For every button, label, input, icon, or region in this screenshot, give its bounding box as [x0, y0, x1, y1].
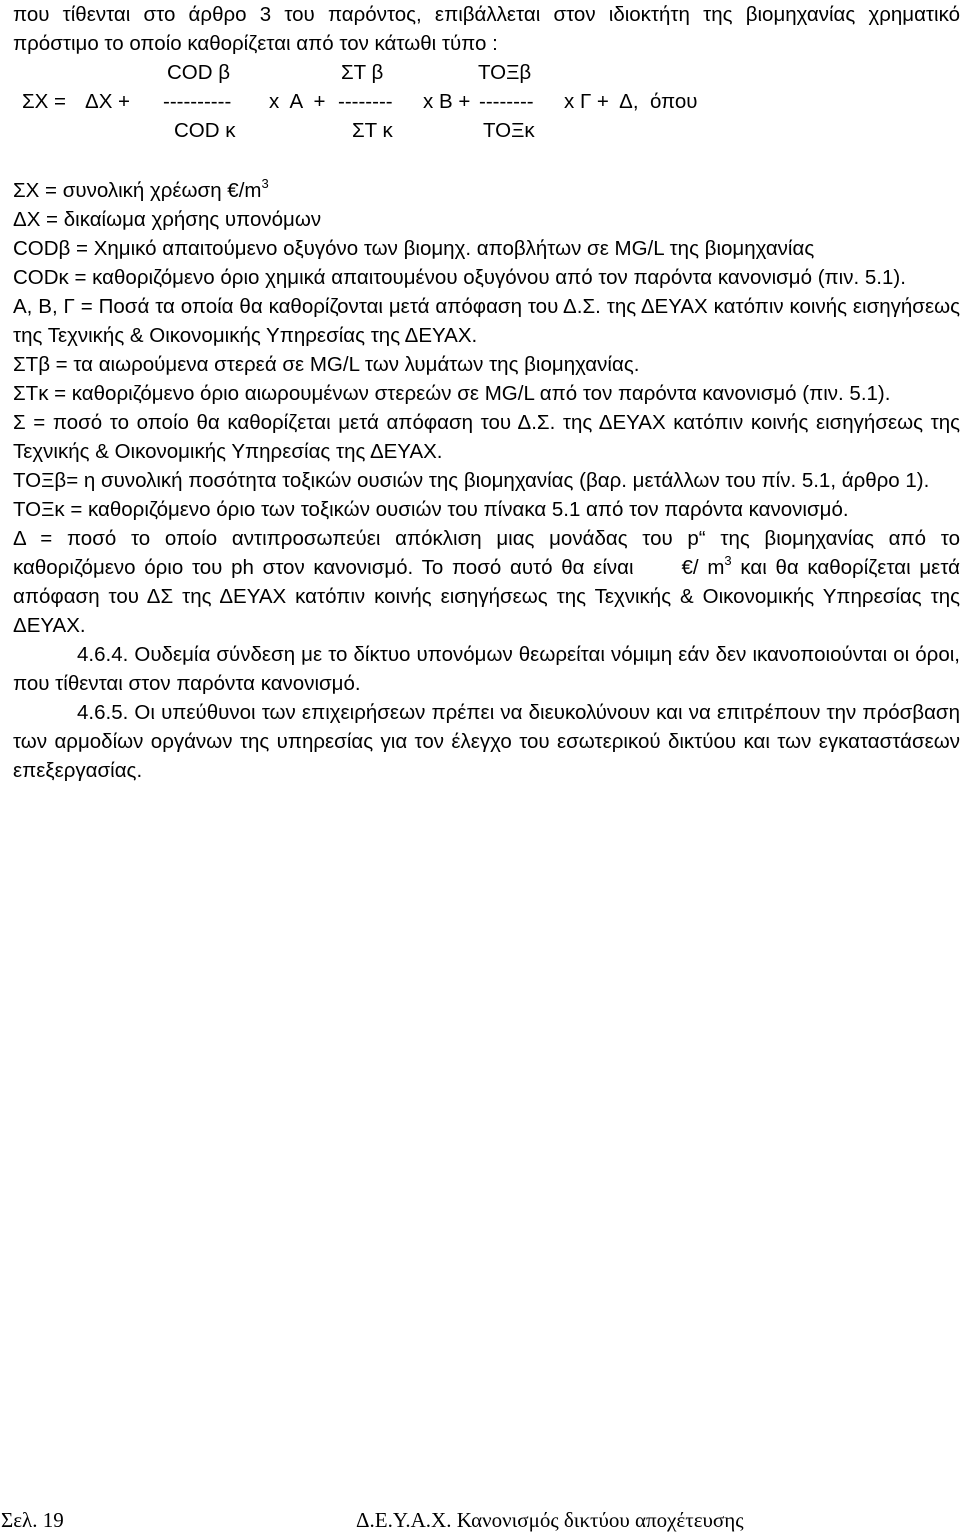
page-number: Σελ. 19: [1, 1508, 64, 1532]
formula-bar-3: --------: [479, 90, 534, 113]
formula-bar-1: ----------: [163, 90, 232, 113]
definition-codb: CODβ = Χημικό απαιτούμενο οξυγόνο των βιομηχ. αποβλήτων σε MG/L της βιομηχανίας: [13, 237, 815, 260]
definition-dx: ΔΧ = δικαίωμα χρήσης υπονόμων: [13, 208, 322, 231]
formula-denominator-tox: ΤΟΞκ: [483, 119, 535, 142]
formula-bar-2: --------: [338, 90, 393, 113]
formula-x-a: x A +: [269, 90, 326, 113]
definition-sigma: Σ = ποσό το οποίο θα καθορίζεται μετά απόφαση του Δ.Σ. της ΔΕΥΑΧ κατόπιν κοινής εισηγήσεως της Τεχνικής & Οικονομικής Υπηρεσίας της ΔΕΥΑΧ.: [13, 411, 960, 463]
formula-numerator-cod: COD β: [167, 61, 231, 84]
formula-denominator-cod: COD κ: [174, 119, 236, 142]
definition-stk: ΣΤκ = καθοριζόμενο όριο αιωρουμένων στερεών σε MG/L από τον παρόντα κανονισμό (πιν. 5.1).: [13, 382, 891, 405]
paragraph-4-6-5: 4.6.5. Οι υπεύθυνοι των επιχειρήσεων πρέπει να διευκολύνουν και να επιτρέπουν την πρόσβαση των αρμοδίων οργάνων της υπηρεσίας για τον έλεγχο του εσωτερικού δικτύου και των εγκαταστάσεων επεξεργασίας.: [13, 701, 960, 782]
definition-toxk: ΤΟΞκ = καθοριζόμενο όριο των τοξικών ουσιών του πίνακα 5.1 από τον παρόντα κανονισμό.: [13, 498, 849, 521]
definition-delta: Δ = ποσό το οποίο αντιπροσωπεύει απόκλιση μιας μονάδας του p“ της βιομηχανίας από το καθοριζόμενο όριο του ph στον κανονισμό. Το ποσό αυτό θα είναι €/ $m^3$ και θα καθορίζεται μετά απόφαση του ΔΣ της ΔΕΥΑΧ κατόπιν κοινής εισηγήσεως της Τεχνικής & Οικονομικής Υπηρεσίας της ΔΕΥΑΧ.: [13, 527, 960, 637]
fee-formula: [13, 58, 960, 176]
formula-denominator-st: ΣΤ κ: [352, 119, 393, 142]
definition-stb: ΣΤβ = τα αιωρούμενα στερεά σε MG/L των λυμάτων της βιομηχανίας.: [13, 353, 640, 376]
formula-numerator-tox: ΤΟΞβ: [478, 61, 532, 84]
formula-numerator-st: ΣΤ β: [341, 61, 384, 84]
formula-x-g: x Γ + Δ, όπου: [564, 90, 698, 113]
document-title: Δ.Ε.Υ.Α.Χ. Κανονισμός δικτύου αποχέτευσης: [356, 1508, 744, 1532]
intro-paragraph: που τίθενται στο άρθρο 3 του παρόντος, επιβάλλεται στον ιδιοκτήτη της βιομηχανίας χρηματικό πρόστιμο το οποίο καθορίζεται από τον κάτωθι τύπο :: [13, 3, 960, 55]
paragraph-4-6-4: 4.6.4. Ουδεμία σύνδεση με το δίκτυο υπονόμων θεωρείται νόμιμη εάν δεν ικανοποιούνται οι όροι, που τίθενται στον παρόντα κανονισμό.: [13, 643, 960, 695]
formula-lhs: ΣΧ =: [22, 90, 67, 113]
definition-toxb: ΤΟΞβ= η συνολική ποσότητα τοξικών ουσιών της βιομηχανίας (βαρ. μετάλλων του πίν. 5.1, άρθρο 1).: [13, 469, 930, 492]
definition-codk: CODκ = καθοριζόμενο όριο χημικά απαιτουμένου οξυγόνου από τον παρόντα κανονισμό (πιν. 5.1).: [13, 266, 906, 289]
document-page: [13, 0, 960, 785]
formula-x-b: x Β +: [423, 90, 471, 113]
definition-sx: ΣΧ = συνολική χρέωση $€/m^3$: [13, 176, 269, 202]
definition-abg: Α, Β, Γ = Ποσά τα οποία θα καθορίζονται μετά απόφαση του Δ.Σ. της ΔΕΥΑΧ κατόπιν κοινής εισηγήσεως της Τεχνικής & Οικονομικής Υπηρεσίας της ΔΕΥΑΧ.: [13, 295, 960, 347]
formula-dx: ΔΧ +: [85, 90, 131, 113]
definitions: [13, 176, 960, 785]
